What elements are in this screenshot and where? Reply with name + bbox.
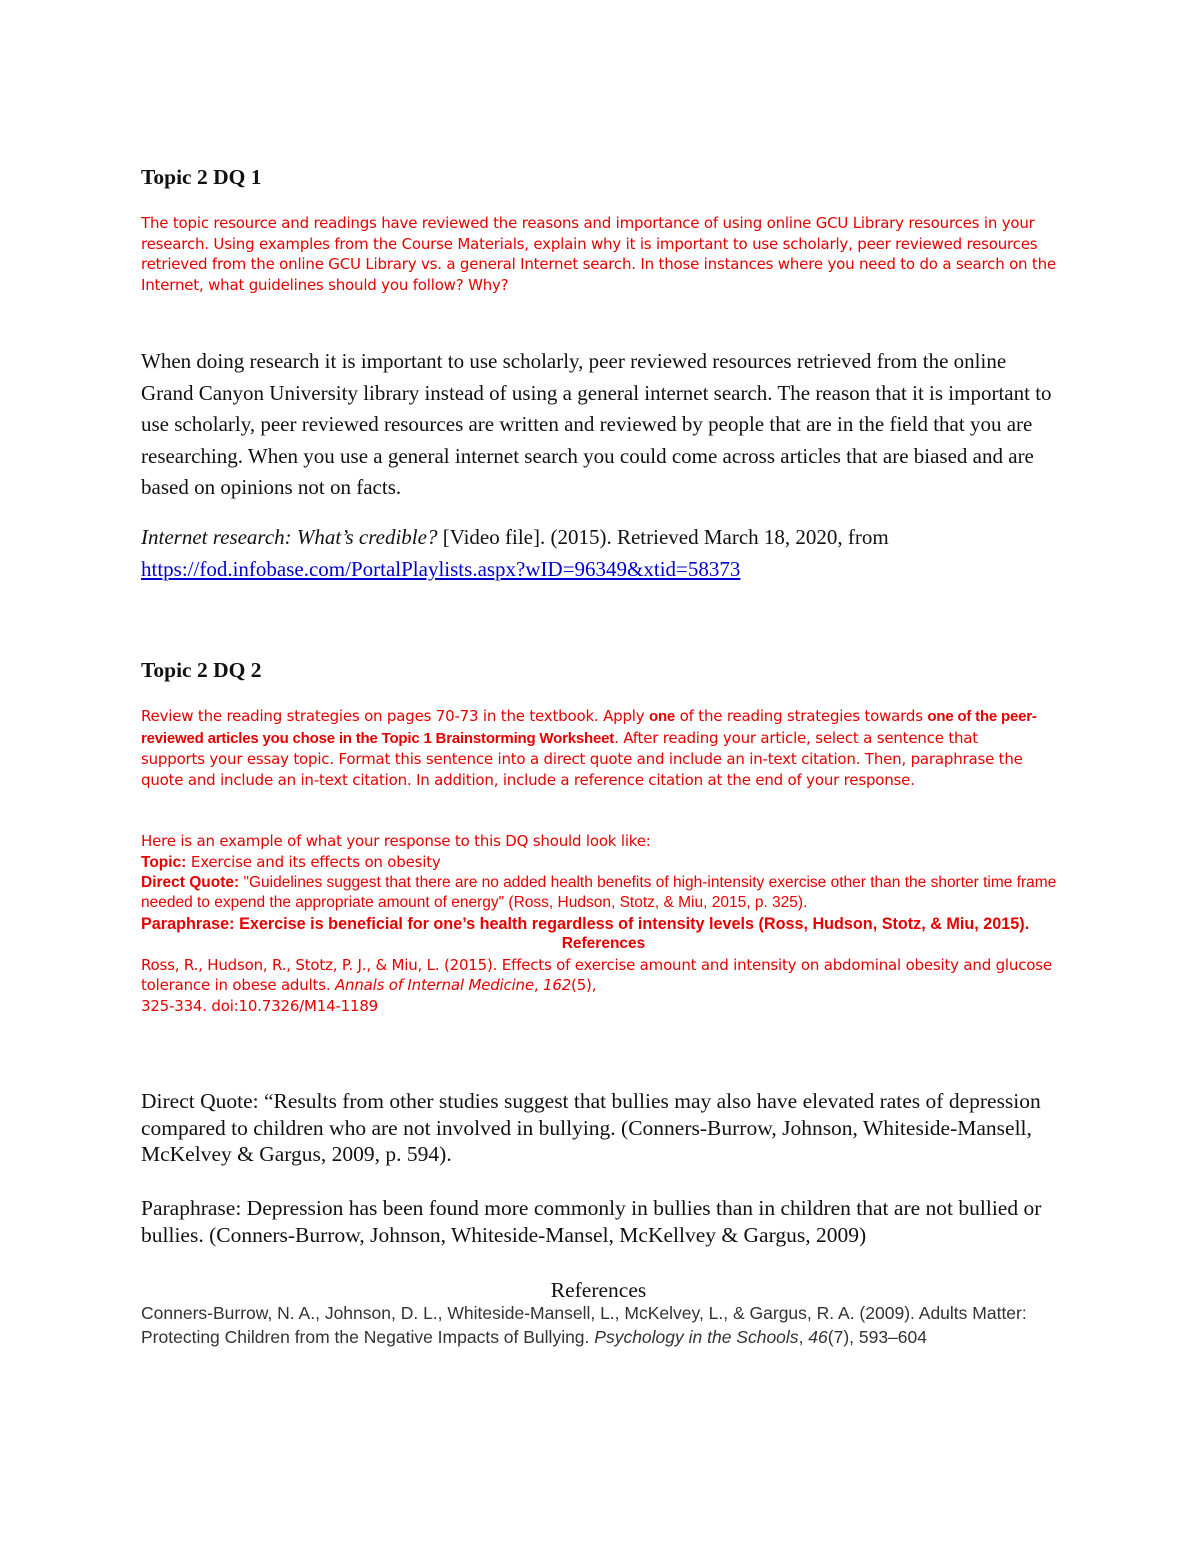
references-heading: References: [550, 1278, 647, 1302]
example-ref-sep: ,: [533, 976, 544, 995]
example-paraphrase: [141, 914, 1066, 934]
dq2-prompt-one: one: [648, 708, 676, 725]
example-quote: [141, 873, 1066, 914]
example-paraphrase-label: Paraphrase:: [141, 914, 240, 933]
dq2-prompt-articles: one of the peer-reviewed articles you chose in the Topic 1 Brainstorming Worksheet: [141, 708, 1037, 747]
final-ref-volume: 46: [808, 1326, 828, 1347]
final-ref-a: Conners-Burrow, N. A., Johnson, D. L., Whiteside-Mansell, L., McKelvey, L., & Gargus, R. A. (2009). Adults Matter: Protecting Children from the Negative Impacts of Bullying.: [141, 1303, 1027, 1347]
example-paraphrase-value: Exercise is beneficial for one’s health regardless of intensity levels (Ross, Hudson, Stotz, & Miu, 2015).: [239, 914, 1030, 933]
dq1-heading: Topic 2 DQ 1: [141, 165, 262, 189]
example-topic-value: Exercise and its effects on obesity: [186, 852, 441, 871]
example-quote-label: Direct Quote:: [141, 874, 244, 891]
dq2-direct-quote: Direct Quote: “Results from other studies suggest that bullies may also have elevated rates of depression compared to children who are not involved in bullying. (Conners-Burrow, Johnson, Whiteside-Mansell, McKelvey & Gargus, 2009, p. 594).: [141, 1089, 1041, 1166]
dq2-prompt-e: . After reading your article, select a sentence that supports your essay topic. Format this sentence into a direct quote and include an in-text citation. Then, paraphrase the quote and include an in-text citation. In addition, include a reference citation at the end of your response.: [141, 728, 1023, 789]
example-ref-c: 325-334. doi:10.7326/M14-1189: [141, 996, 379, 1015]
example-quote-value: "Guidelines suggest that there are no added health benefits of high-intensity exercise other than the shorter time frame needed to expend the appropriate amount of energy" (Ross, Hudson, Stotz, & Miu, 2015, p. 325).: [141, 874, 1057, 912]
dq1-citation: [141, 522, 1056, 585]
dq2-prompt-c: of the reading strategies towards: [675, 707, 928, 725]
example-ref-volume: 162: [543, 976, 572, 995]
example-intro: Here is an example of what your response to this DQ should look like:: [141, 832, 651, 850]
dq2-heading: Topic 2 DQ 2: [141, 658, 262, 682]
dq1-response: When doing research it is important to use scholarly, peer reviewed resources retrieved from the online Grand Canyon University library instead of using a general internet search. The reason that it is important to use scholarly, peer reviewed resources are written and reviewed by people that are in the field that you are researching. When you use a general internet search you could come across articles that are biased and are based on opinions not on facts.: [141, 349, 1052, 499]
dq2-paraphrase: Paraphrase: Depression has been found more commonly in bullies than in children that are not bullied or bullies. (Conners-Burrow, Johnson, Whiteside-Mansel, McKellvey & Gargus, 2009): [141, 1196, 1042, 1247]
final-ref-sep: ,: [798, 1326, 809, 1347]
final-ref-journal: Psychology in the Schools: [594, 1326, 799, 1347]
dq1-citation-link[interactable]: https://fod.infobase.com/PortalPlaylists.aspx?wID=96349&xtid=58373: [141, 556, 741, 581]
example-reference: [141, 955, 1066, 1017]
example-ref-a: Ross, R., Hudson, R., Stotz, P. J., & Miu, L. (2015). Effects of exercise amount and intensity on abdominal obesity and glucose tolerance in obese adults.: [141, 955, 1052, 995]
example-ref-b: (5),: [571, 976, 597, 995]
dq1-prompt: The topic resource and readings have reviewed the reasons and importance of using online GCU Library resources in your research. Using examples from the Course Materials, explain why it is important to use scholarly, peer reviewed resources retrieved from the online GCU Library vs. a general Internet search. In those instances where you need to do a search on the Internet, what guidelines should you follow? Why?: [141, 214, 1056, 294]
dq2-prompt-a: Review the reading strategies on pages 70-73 in the textbook. Apply: [141, 707, 649, 725]
final-reference: [141, 1302, 1036, 1349]
example-ref-journal: Annals of Internal Medicine: [334, 976, 534, 995]
dq1-citation-rest: [Video file]. (2015). Retrieved March 18, 2020, from: [437, 525, 889, 549]
dq1-citation-title: Internet research: What’s credible?: [141, 525, 438, 549]
dq2-prompt: [141, 706, 1046, 790]
example-topic-label: Topic:: [141, 853, 187, 871]
dq2-example: [141, 831, 1066, 1016]
example-references-heading: References: [561, 935, 646, 953]
example-topic: [141, 852, 1066, 873]
final-ref-b: (7), 593–604: [827, 1326, 928, 1347]
